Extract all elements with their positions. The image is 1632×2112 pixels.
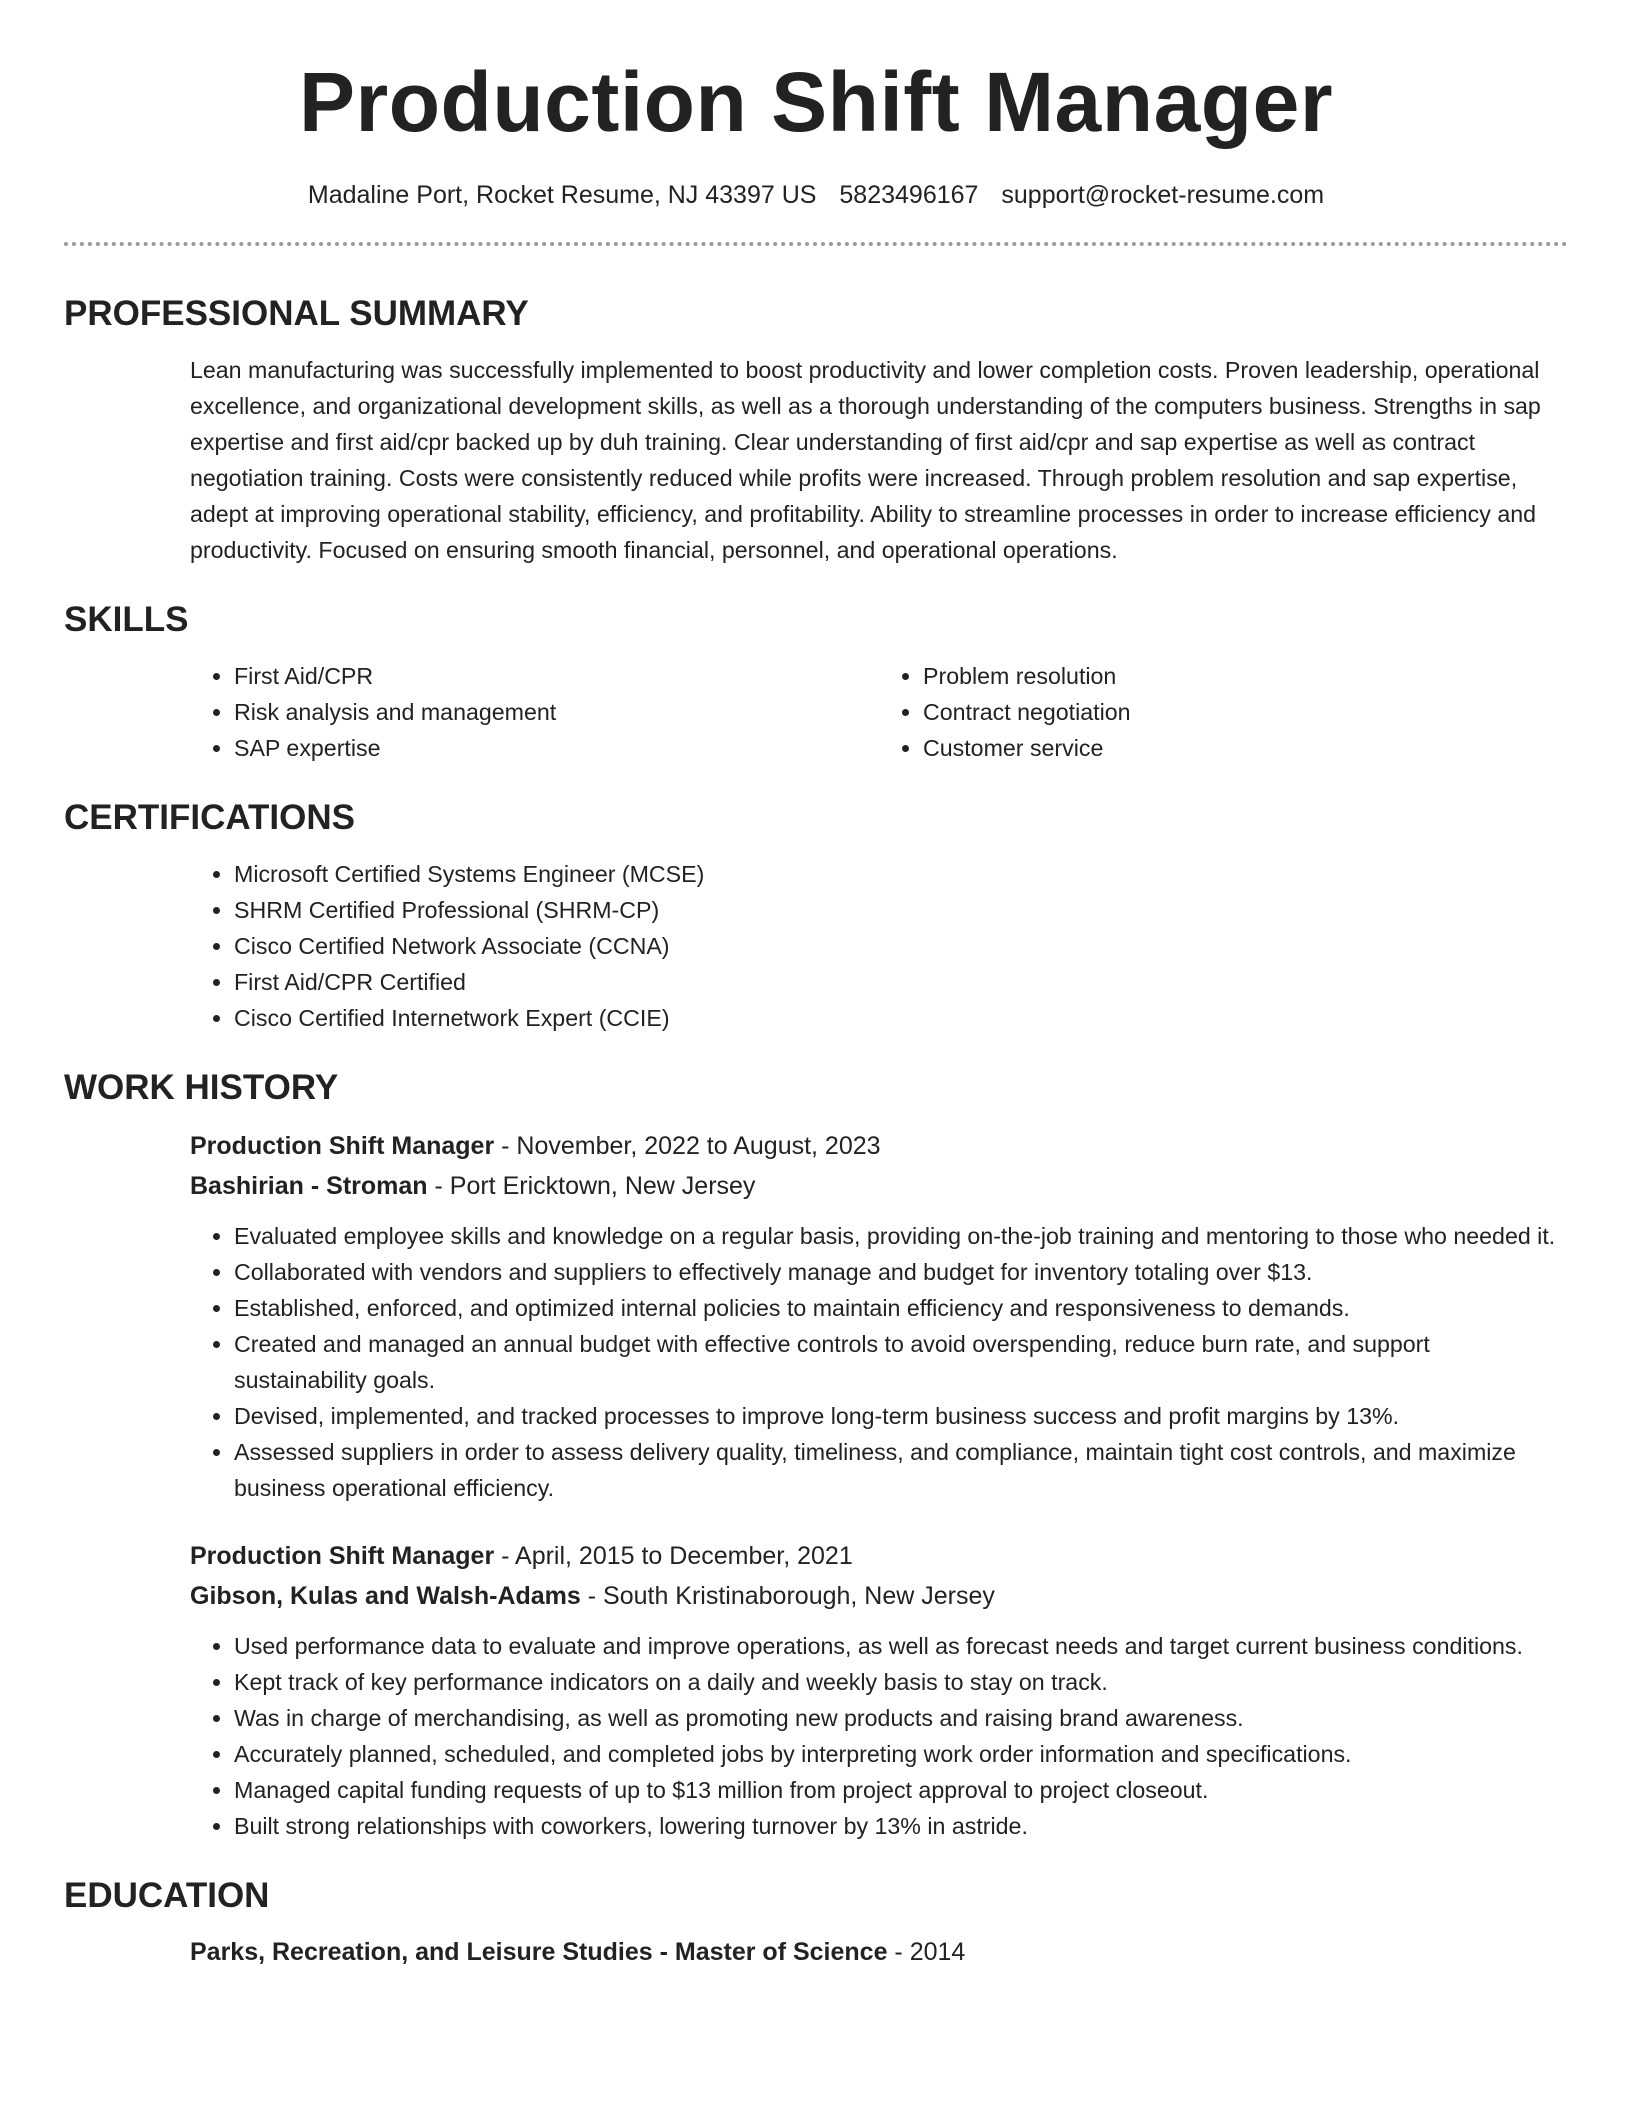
contact-phone: 5823496167 xyxy=(839,181,979,209)
education-year: - 2014 xyxy=(887,1938,966,1966)
job-location: - South Kristinaborough, New Jersey xyxy=(580,1582,995,1610)
job-duties-list xyxy=(190,1628,1568,1844)
contact-address: Madaline Port, Rocket Resume, NJ 43397 US xyxy=(307,181,817,209)
skills-list-right xyxy=(879,658,1568,766)
job-duty: • Built strong relationships with coworkers, lowering turnover by 13% in astride. xyxy=(234,1808,1568,1844)
job-duty: • Managed capital funding requests of up to $13 million from project approval to project closeout. xyxy=(234,1772,1568,1808)
job-duty: • Established, enforced, and optimized internal policies to maintain efficiency and responsiveness to demands. xyxy=(234,1290,1568,1326)
skill-item: • Problem resolution xyxy=(923,658,1568,694)
education-entry xyxy=(64,1932,1568,1972)
certification-item: • Cisco Certified Network Associate (CCNA) xyxy=(234,928,1568,964)
education-degree: Parks, Recreation, and Leisure Studies - Master of Science xyxy=(190,1938,888,1966)
job-location: - Port Ericktown, New Jersey xyxy=(427,1172,756,1200)
job-dates: - November, 2022 to August, 2023 xyxy=(494,1132,881,1160)
job-title-line xyxy=(190,1126,1568,1166)
certification-item: • Microsoft Certified Systems Engineer (MCSE) xyxy=(234,856,1568,892)
job-company: Bashirian - Stroman xyxy=(190,1172,428,1200)
skills-heading: SKILLS xyxy=(64,600,189,639)
job-role: Production Shift Manager xyxy=(190,1542,495,1570)
skill-item: • Contract negotiation xyxy=(923,694,1568,730)
education-section xyxy=(64,1874,1568,1972)
skills-section xyxy=(64,598,1568,766)
summary-heading: PROFESSIONAL SUMMARY xyxy=(64,294,529,333)
work-history-section xyxy=(64,1066,1568,1844)
job-duty: • Created and managed an annual budget with effective controls to avoid overspending, reduce burn rate, and support sustainability goals. xyxy=(234,1326,1568,1398)
job-duty: • Was in charge of merchandising, as well as promoting new products and raising brand awareness. xyxy=(234,1700,1568,1736)
page-title: Production Shift Manager xyxy=(298,55,1334,149)
skill-item: • Customer service xyxy=(923,730,1568,766)
job-duty: • Accurately planned, scheduled, and completed jobs by interpreting work order information and specifications. xyxy=(234,1736,1568,1772)
job-company-line xyxy=(190,1576,1568,1616)
job-dates: - April, 2015 to December, 2021 xyxy=(494,1542,853,1570)
skills-list-left xyxy=(190,658,879,766)
skill-item: • First Aid/CPR xyxy=(234,658,879,694)
summary-text: Lean manufacturing was successfully implemented to boost productivity and lower completion costs. Proven leadership, operational excellence, and organizational development skills, as well as a thorough understanding of the computers business. Strengths in sap expertise and first aid/cpr backed up by duh training. Clear understanding of first aid/cpr and sap expertise as well as contract negotiation training. Costs were consistently reduced while profits were increased. Through problem resolution and sap expertise, adept at improving operational stability, efficiency, and profitability. Ability to streamline processes in order to increase efficiency and productivity. Focused on ensuring smooth financial, personnel, and operational operations. xyxy=(190,357,1541,563)
skills-grid xyxy=(64,658,1568,766)
certifications-block xyxy=(64,856,1568,1036)
job-title-line xyxy=(190,1536,1568,1576)
job-role: Production Shift Manager xyxy=(190,1132,495,1160)
certifications-list xyxy=(190,856,1568,1036)
job-duty: • Used performance data to evaluate and improve operations, as well as forecast needs and target current business conditions. xyxy=(234,1628,1568,1664)
skill-item: • SAP expertise xyxy=(234,730,879,766)
resume-header xyxy=(64,0,1568,246)
job-duty: • Evaluated employee skills and knowledge on a regular basis, providing on-the-job training and mentoring to those who needed it. xyxy=(234,1218,1568,1254)
certification-item: • SHRM Certified Professional (SHRM-CP) xyxy=(234,892,1568,928)
certification-item: • Cisco Certified Internetwork Expert (CCIE) xyxy=(234,1000,1568,1036)
certification-item: • First Aid/CPR Certified xyxy=(234,964,1568,1000)
contact-email: support@rocket-resume.com xyxy=(1001,181,1325,209)
certifications-section xyxy=(64,796,1568,1036)
summary-section xyxy=(64,292,1568,568)
contact-info xyxy=(64,180,1568,210)
certifications-heading: CERTIFICATIONS xyxy=(64,798,356,837)
skill-item: • Risk analysis and management xyxy=(234,694,879,730)
job-entry xyxy=(64,1126,1568,1506)
header-divider xyxy=(64,242,1568,246)
job-duty: • Assessed suppliers in order to assess delivery quality, timeliness, and compliance, maintain tight cost controls, and maximize business operational efficiency. xyxy=(234,1434,1568,1506)
education-heading: EDUCATION xyxy=(64,1876,270,1915)
job-duty: • Kept track of key performance indicators on a daily and weekly basis to stay on track. xyxy=(234,1664,1568,1700)
job-duties-list xyxy=(190,1218,1568,1506)
job-duty: • Collaborated with vendors and suppliers to effectively manage and budget for inventory totaling over $13. xyxy=(234,1254,1568,1290)
job-duty: • Devised, implemented, and tracked processes to improve long-term business success and profit margins by 13%. xyxy=(234,1398,1568,1434)
job-company-line xyxy=(190,1166,1568,1206)
work-history-heading: WORK HISTORY xyxy=(64,1068,339,1107)
job-entry xyxy=(64,1536,1568,1844)
job-company: Gibson, Kulas and Walsh-Adams xyxy=(190,1582,581,1610)
